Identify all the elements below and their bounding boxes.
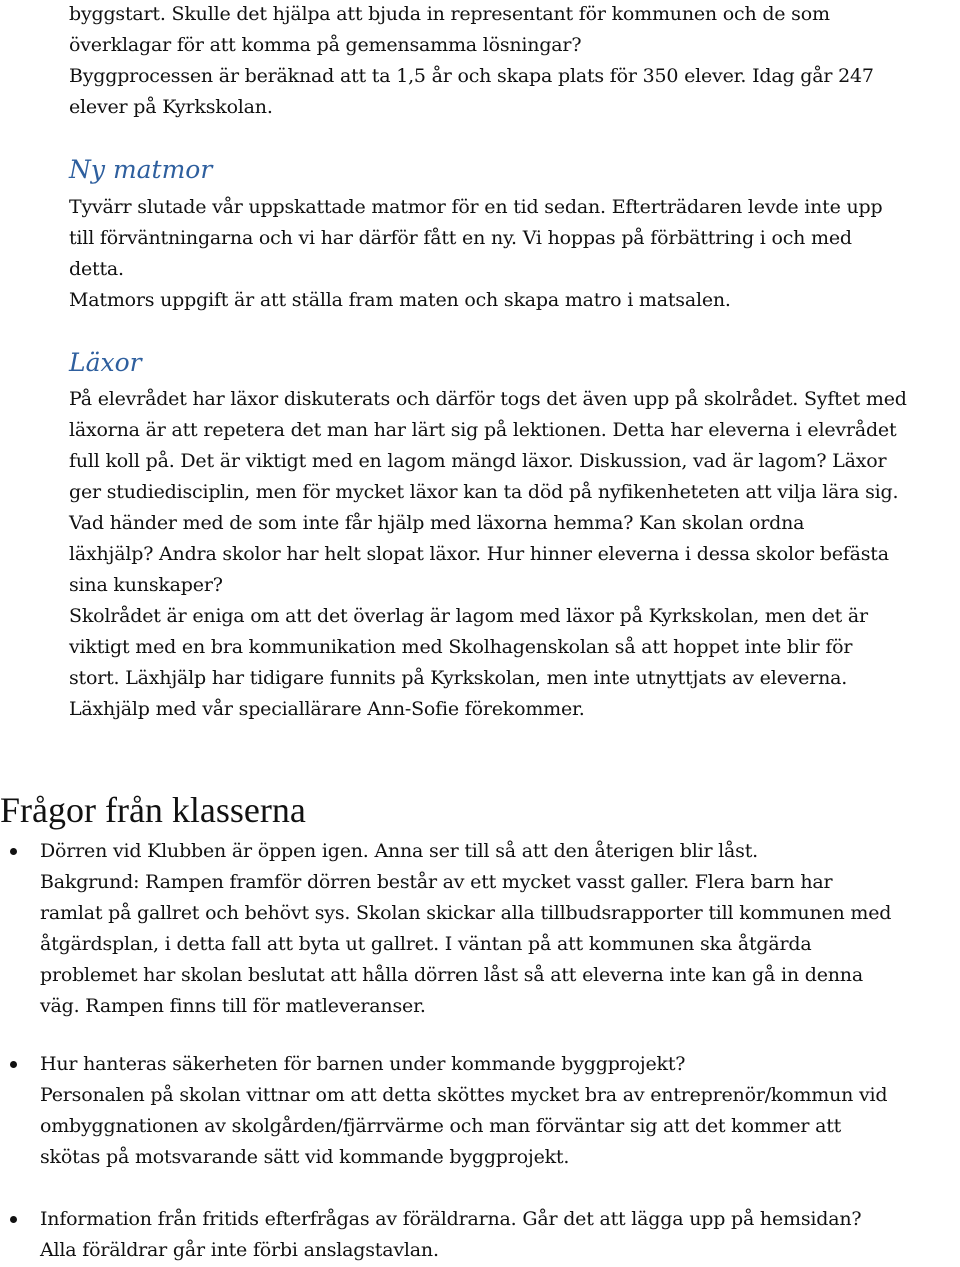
question-line: ramlat på gallret och behövt sys. Skolan skickar alla tillbudsrapporter till kommunen med <box>40 902 892 924</box>
intro-line: överklagar för att komma på gemensamma lösningar? <box>69 34 582 56</box>
question-line: Dörren vid Klubben är öppen igen. Anna ser till så att den återigen blir låst. <box>40 840 758 862</box>
matmor-line: till förväntningarna och vi har därför fått en ny. Vi hoppas på förbättring i och med <box>69 227 852 249</box>
intro-line: byggstart. Skulle det hjälpa att bjuda in representant för kommunen och de som <box>69 3 830 25</box>
laxor-line: sina kunskaper? <box>69 574 223 596</box>
laxor-line: läxorna är att repetera det man har lärt sig på lektionen. Detta har eleverna i elevrådet <box>69 419 897 441</box>
laxor-line: stort. Läxhjälp har tidigare funnits på Kyrkskolan, men inte utnyttjats av eleverna. <box>69 667 848 689</box>
question-line: skötas på motsvarande sätt vid kommande byggprojekt. <box>40 1146 570 1168</box>
bullet-icon <box>10 1061 17 1068</box>
question-line: Hur hanteras säkerheten för barnen under kommande byggprojekt? <box>40 1053 686 1075</box>
fragor-title: Frågor från klasserna <box>0 790 306 830</box>
question-line: åtgärdsplan, i detta fall att byta ut gallret. I väntan på att kommunen ska åtgärda <box>40 933 812 955</box>
question-item-safety <box>0 1049 952 1173</box>
question-line: problemet har skolan beslutat att hålla dörren låst så att eleverna inte kan gå in denna <box>40 964 863 986</box>
laxor-line: Läxhjälp med vår speciallärare Ann-Sofie förekommer. <box>69 698 585 720</box>
question-item-fritids <box>0 1204 952 1266</box>
laxor-line: läxhjälp? Andra skolor har helt slopat läxor. Hur hinner eleverna i dessa skolor befästa <box>69 543 889 565</box>
bullet-icon <box>10 848 17 855</box>
laxor-line: Vad händer med de som inte får hjälp med läxorna hemma? Kan skolan ordna <box>69 512 805 534</box>
question-line: Personalen på skolan vittnar om att detta sköttes mycket bra av entreprenör/kommun vid <box>40 1084 888 1106</box>
laxor-line: Skolrådet är eniga om att det överlag är lagom med läxor på Kyrkskolan, men det är <box>69 605 868 627</box>
matmor-line: Matmors uppgift är att ställa fram maten och skapa matro i matsalen. <box>69 289 731 311</box>
laxor-line: viktigt med en bra kommunikation med Skolhagenskolan så att hoppet inte blir för <box>69 636 853 658</box>
laxor-line: full koll på. Det är viktigt med en lagom mängd läxor. Diskussion, vad är lagom? Läxor <box>69 450 887 472</box>
laxor-heading: Läxor <box>69 348 142 377</box>
intro-paragraph <box>69 0 952 123</box>
question-line: Bakgrund: Rampen framför dörren består av ett mycket vasst galler. Flera barn har <box>40 871 833 893</box>
matmor-line: detta. <box>69 258 124 280</box>
intro-line: elever på Kyrkskolan. <box>69 96 273 118</box>
matmor-heading: Ny matmor <box>69 155 213 184</box>
question-line: ombyggnationen av skolgården/fjärrvärme och man förväntar sig att det kommer att <box>40 1115 842 1137</box>
bullet-icon <box>10 1216 17 1223</box>
question-line: Information från fritids efterfrågas av föräldrarna. Går det att lägga upp på hemsidan? <box>40 1208 862 1230</box>
question-item-door <box>0 836 952 1022</box>
laxor-paragraph <box>69 384 952 725</box>
laxor-line: ger studiedisciplin, men för mycket läxor kan ta död på nyfikenheteten att vilja lära sig. <box>69 481 899 503</box>
laxor-line: På elevrådet har läxor diskuterats och därför togs det även upp på skolrådet. Syftet med <box>69 388 907 410</box>
intro-line: Byggprocessen är beräknad att ta 1,5 år och skapa plats för 350 elever. Idag går 247 <box>69 65 874 87</box>
matmor-line: Tyvärr slutade vår uppskattade matmor för en tid sedan. Efterträdaren levde inte upp <box>69 196 883 218</box>
question-line: väg. Rampen finns till för matleveranser. <box>40 995 426 1017</box>
question-line: Alla föräldrar går inte förbi anslagstavlan. <box>40 1239 439 1261</box>
matmor-paragraph <box>69 192 952 316</box>
